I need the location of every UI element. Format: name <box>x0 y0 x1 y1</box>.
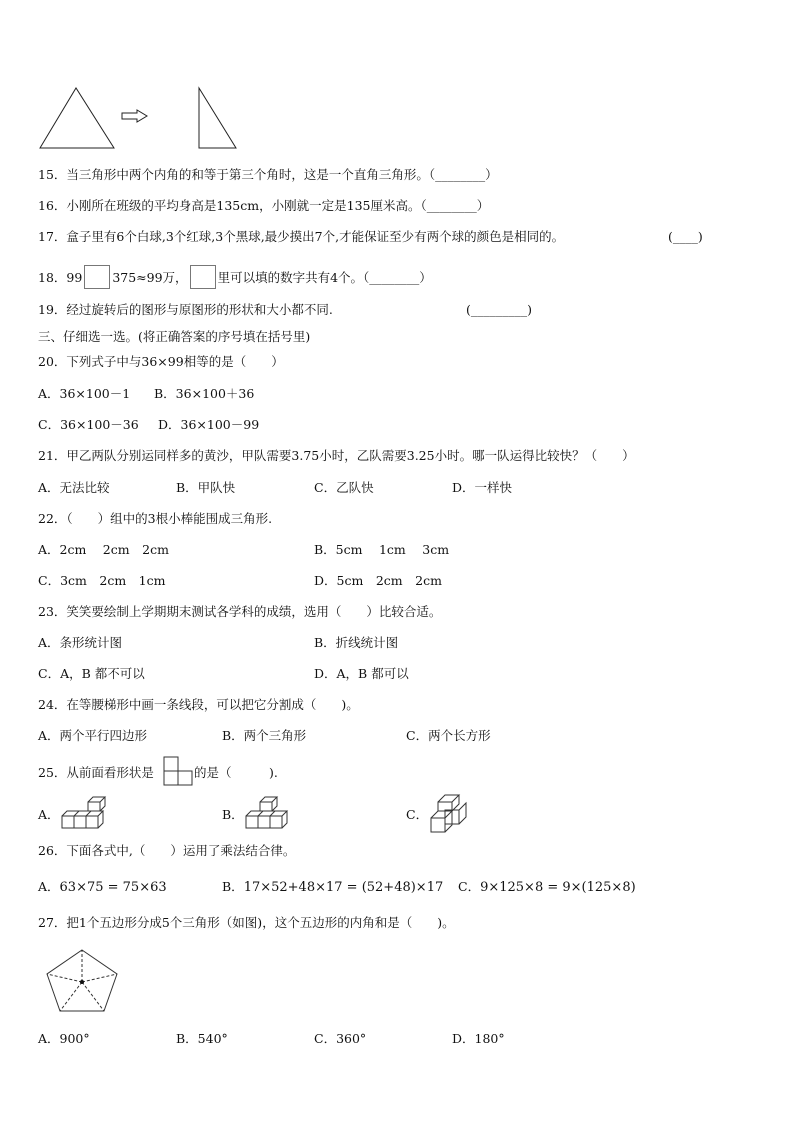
question-27-option-d[interactable]: D．180° <box>452 1031 505 1046</box>
question-22-option-b[interactable]: B．5cm 1cm 3cm <box>314 542 450 557</box>
question-24-option-b[interactable]: B．两个三角形 <box>222 728 307 743</box>
question-27-stem: 27．把1个五边形分成5个三角形（如图)，这个五边形的内角和是（ )。 <box>38 915 455 930</box>
question-26-option-a-label: A． <box>38 879 60 894</box>
question-20-option-d[interactable]: D．36×100－99 <box>158 417 260 432</box>
question-26-stem: 26．下面各式中,（ ）运用了乘法结合律。 <box>38 843 296 858</box>
question-20-option-b[interactable]: B．36×100＋36 <box>154 386 255 401</box>
question-18-part1: 18．99 <box>38 270 83 285</box>
question-24-option-a[interactable]: A．两个平行四边形 <box>38 728 148 743</box>
question-25-option-c-label[interactable]: C． <box>406 807 429 822</box>
question-25-stem-part2: 的是（ ). <box>194 765 278 780</box>
question-27-option-c[interactable]: C．360° <box>314 1031 367 1046</box>
question-23-option-a[interactable]: A．条形统计图 <box>38 635 123 650</box>
equilateral-triangle-figure <box>38 86 118 150</box>
question-21-stem: 21．甲乙两队分别运同样多的黄沙，甲队需要3.75小时，乙队需要3.25小时。哪一队运得比较快？（ ） <box>38 448 635 463</box>
question-22-option-a[interactable]: A．2cm 2cm 2cm <box>38 542 169 557</box>
question-20-stem: 20．下列式子中与36×99相等的是（ ） <box>38 354 284 369</box>
question-18-part3: 里可以填的数字共有4个。（________） <box>217 270 432 285</box>
question-26-option-b-expression: 17×52+48×17 = (52+48)×17 <box>243 880 444 895</box>
right-triangle-figure <box>196 86 240 150</box>
front-view-shape-icon <box>163 756 193 786</box>
question-25-option-a-label[interactable]: A． <box>38 807 60 822</box>
question-26-option-c-label: C． <box>458 879 481 894</box>
cube-stack-option-b-icon <box>244 796 296 832</box>
question-21-option-c[interactable]: C．乙队快 <box>314 480 374 495</box>
question-24-stem: 24．在等腰梯形中画一条线段，可以把它分割成（ )。 <box>38 697 359 712</box>
question-20-option-c[interactable]: C．36×100－36 <box>38 417 139 432</box>
question-21-option-d[interactable]: D．一样快 <box>452 480 513 495</box>
question-27-option-b[interactable]: B．540° <box>176 1031 228 1046</box>
question-17-answer-blank[interactable]: (____) <box>668 229 703 244</box>
question-22-option-c[interactable]: C．3cm 2cm 1cm <box>38 573 166 588</box>
question-26-option-c[interactable] <box>458 879 636 896</box>
section-3-heading: 三、仔细选一选。(将正确答案的序号填在括号里) <box>38 329 311 344</box>
question-18-digit-box-2[interactable] <box>190 265 216 289</box>
pentagon-divided-figure <box>44 948 120 1014</box>
question-25-option-b-label[interactable]: B． <box>222 807 244 822</box>
question-21-option-b[interactable]: B．甲队快 <box>176 480 236 495</box>
cube-stack-option-c-icon <box>428 794 472 834</box>
question-26-option-c-expression: 9×125×8 = 9×(125×8) <box>480 880 636 895</box>
question-23-stem: 23．笑笑要绘制上学期期末测试各学科的成绩，选用（ ）比较合适。 <box>38 604 442 619</box>
cube-stack-option-a-icon <box>60 796 110 832</box>
question-26-option-b-label: B． <box>222 879 244 894</box>
question-24-option-c[interactable]: C．两个长方形 <box>406 728 491 743</box>
question-15: 15．当三角形中两个内角的和等于第三个角时，这是一个直角三角形。（________） <box>38 167 498 182</box>
question-23-option-b[interactable]: B．折线统计图 <box>314 635 399 650</box>
question-21-option-a[interactable]: A．无法比较 <box>38 480 110 495</box>
question-18-part2: 375≈99万， <box>112 270 188 285</box>
question-23-option-d[interactable]: D．A，B 都可以 <box>314 666 409 681</box>
question-26-option-a[interactable] <box>38 879 167 896</box>
question-20-option-a[interactable]: A．36×100－1 <box>38 386 131 401</box>
question-17: 17．盒子里有6个白球,3个红球,3个黑球,最少摸出7个,才能保证至少有两个球的颜色是相同的。 <box>38 229 565 244</box>
question-25-stem-part1: 25．从前面看形状是 <box>38 765 154 780</box>
question-19: 19．经过旋转后的图形与原图形的形状和大小都不同. <box>38 302 333 317</box>
question-26-option-a-expression: 63×75 = 75×63 <box>59 880 167 895</box>
question-16: 16．小刚所在班级的平均身高是135cm，小刚就一定是135厘米高。（________） <box>38 198 490 213</box>
question-18 <box>38 265 432 289</box>
question-18-digit-box-1[interactable] <box>84 265 110 289</box>
question-27-option-a[interactable]: A．900° <box>38 1031 90 1046</box>
question-26-option-b[interactable] <box>222 879 443 896</box>
question-23-option-c[interactable]: C．A，B 都不可以 <box>38 666 145 681</box>
question-22-option-d[interactable]: D．5cm 2cm 2cm <box>314 573 442 588</box>
right-arrow-icon <box>121 109 149 123</box>
question-19-answer-blank[interactable]: (_________) <box>466 302 533 317</box>
question-22-stem: 22．（ ）组中的3根小棒能围成三角形. <box>38 511 273 526</box>
